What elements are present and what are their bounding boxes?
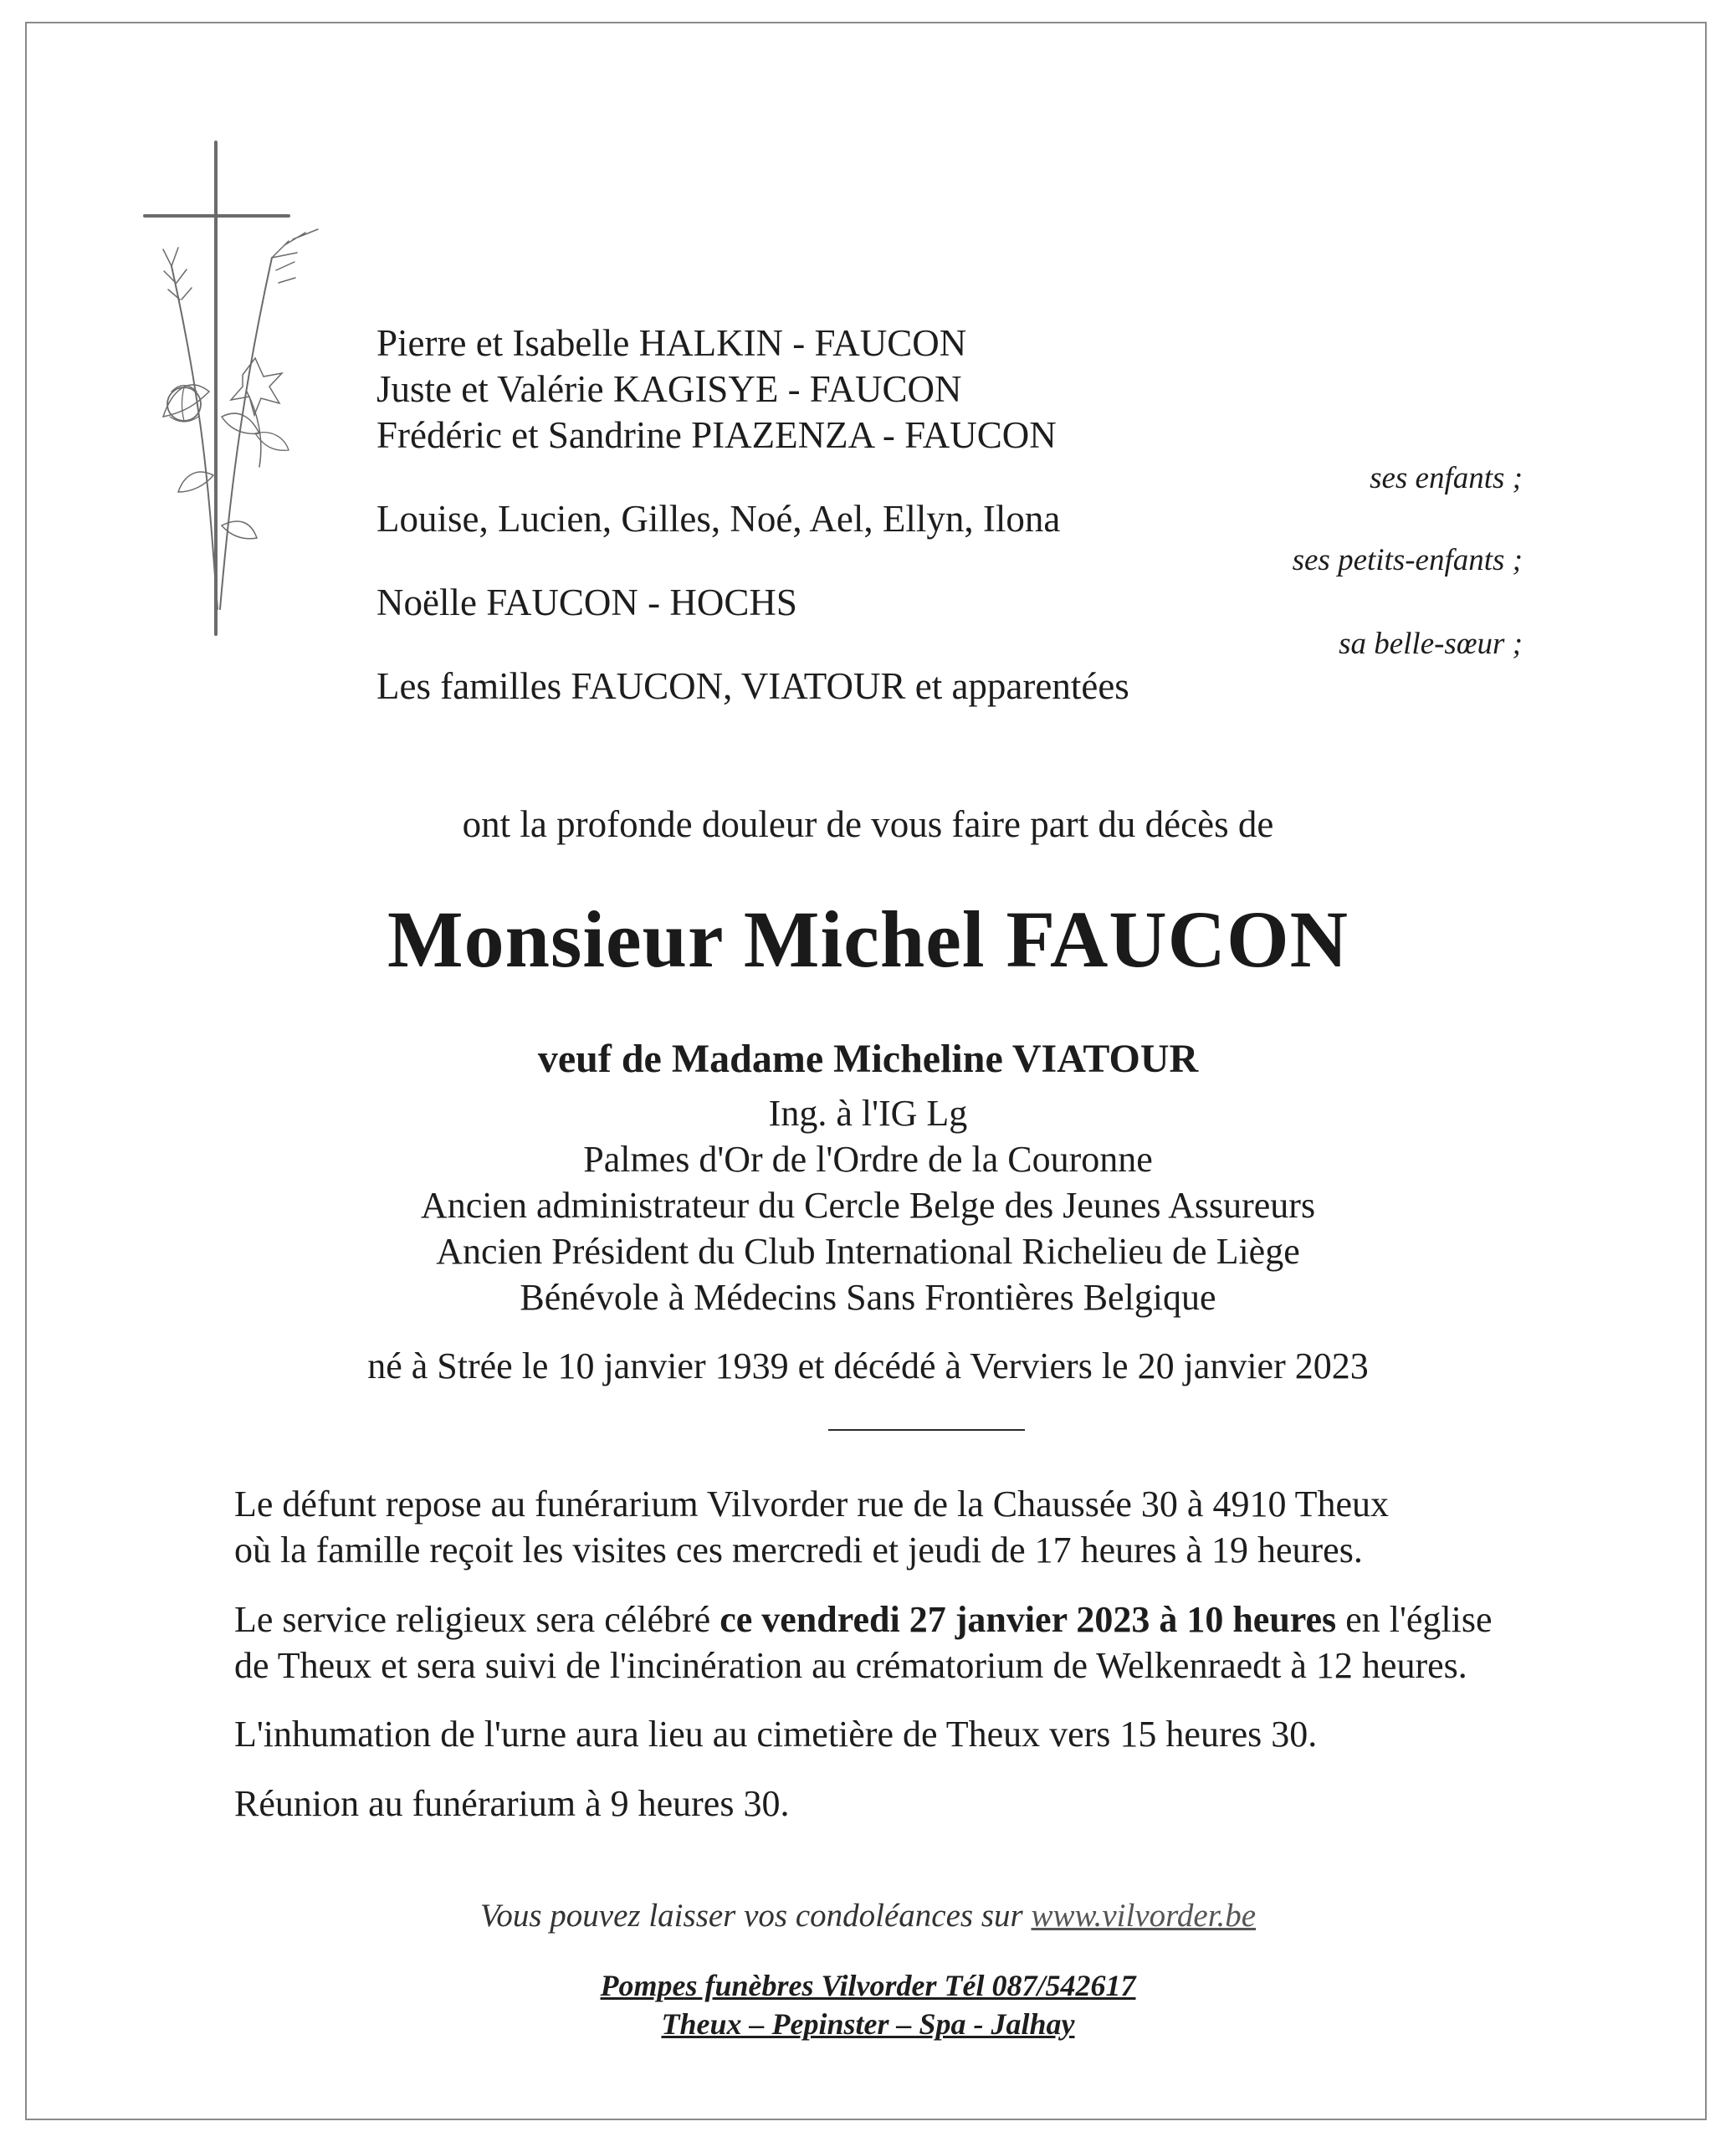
rest-line-2: où la famille reçoit les visites ces mercredi et jeudi de 17 heures à 19 heures. — [234, 1530, 1363, 1571]
title-4: Ancien Président du Club International Richelieu de Liège — [436, 1231, 1300, 1272]
burial-line: L'inhumation de l'urne aura lieu au cimetière de Theux vers 15 heures 30. — [234, 1714, 1318, 1755]
role-children: ses enfants ; — [1370, 461, 1523, 495]
title-2: Palmes d'Or de l'Ordre de la Couronne — [583, 1139, 1153, 1180]
condolences — [0, 1895, 1736, 1937]
service-suffix: en l'église — [1336, 1599, 1493, 1640]
funeral-home-line-1: Pompes funèbres Vilvorder Tél 087/542617 — [600, 1969, 1136, 2002]
divider — [828, 1429, 1025, 1431]
widow-of: veuf de Madame Micheline VIATOUR — [537, 1037, 1199, 1081]
funeral-home-line-2: Theux – Pepinster – Spa - Jalhay — [661, 2007, 1075, 2041]
family-grandchildren: Louise, Lucien, Gilles, Noé, Ael, Ellyn, Ilona — [376, 498, 1061, 540]
title-3: Ancien administrateur du Cercle Belge des Jeunes Assureurs — [420, 1185, 1316, 1226]
service-prefix: Le service religieux sera célébré — [234, 1599, 720, 1640]
family-sister-in-law: Noëlle FAUCON - HOCHS — [376, 582, 797, 623]
life-dates: né à Strée le 10 janvier 1939 et décédé à Verviers le 20 janvier 2023 — [367, 1345, 1369, 1386]
condolences-text: Vous pouvez laisser vos condoléances sur — [479, 1898, 1032, 1934]
service-line-1 — [234, 1596, 1493, 1642]
rest-line-1: Le défunt repose au funérarium Vilvorder rue de la Chaussée 30 à 4910 Theux — [234, 1484, 1390, 1525]
title-5: Bénévole à Médecins Sans Frontières Belgique — [520, 1277, 1216, 1318]
role-grandchildren: ses petits-enfants ; — [1292, 543, 1523, 577]
cross-with-wheat-icon — [138, 141, 330, 643]
title-1: Ing. à l'IG Lg — [768, 1093, 968, 1134]
service-line-2: de Theux et sera suivi de l'incinération au crématorium de Welkenraedt à 12 heures. — [234, 1645, 1467, 1686]
condolences-link[interactable]: www.vilvorder.be — [1031, 1898, 1257, 1934]
family-child-1: Pierre et Isabelle HALKIN - FAUCON — [376, 322, 967, 364]
family-child-2: Juste et Valérie KAGISYE - FAUCON — [376, 368, 962, 410]
family-child-3: Frédéric et Sandrine PIAZENZA - FAUCON — [376, 414, 1057, 456]
deceased-name: Monsieur Michel FAUCON — [387, 894, 1349, 984]
service-date: ce vendredi 27 janvier 2023 à 10 heures — [719, 1599, 1337, 1640]
meeting-line: Réunion au funérarium à 9 heures 30. — [234, 1783, 790, 1824]
family-related: Les familles FAUCON, VIATOUR et apparentées — [376, 665, 1129, 707]
role-sister-in-law: sa belle-sœur ; — [1339, 627, 1523, 661]
announcement: ont la profonde douleur de vous faire part du décès de — [462, 803, 1274, 845]
